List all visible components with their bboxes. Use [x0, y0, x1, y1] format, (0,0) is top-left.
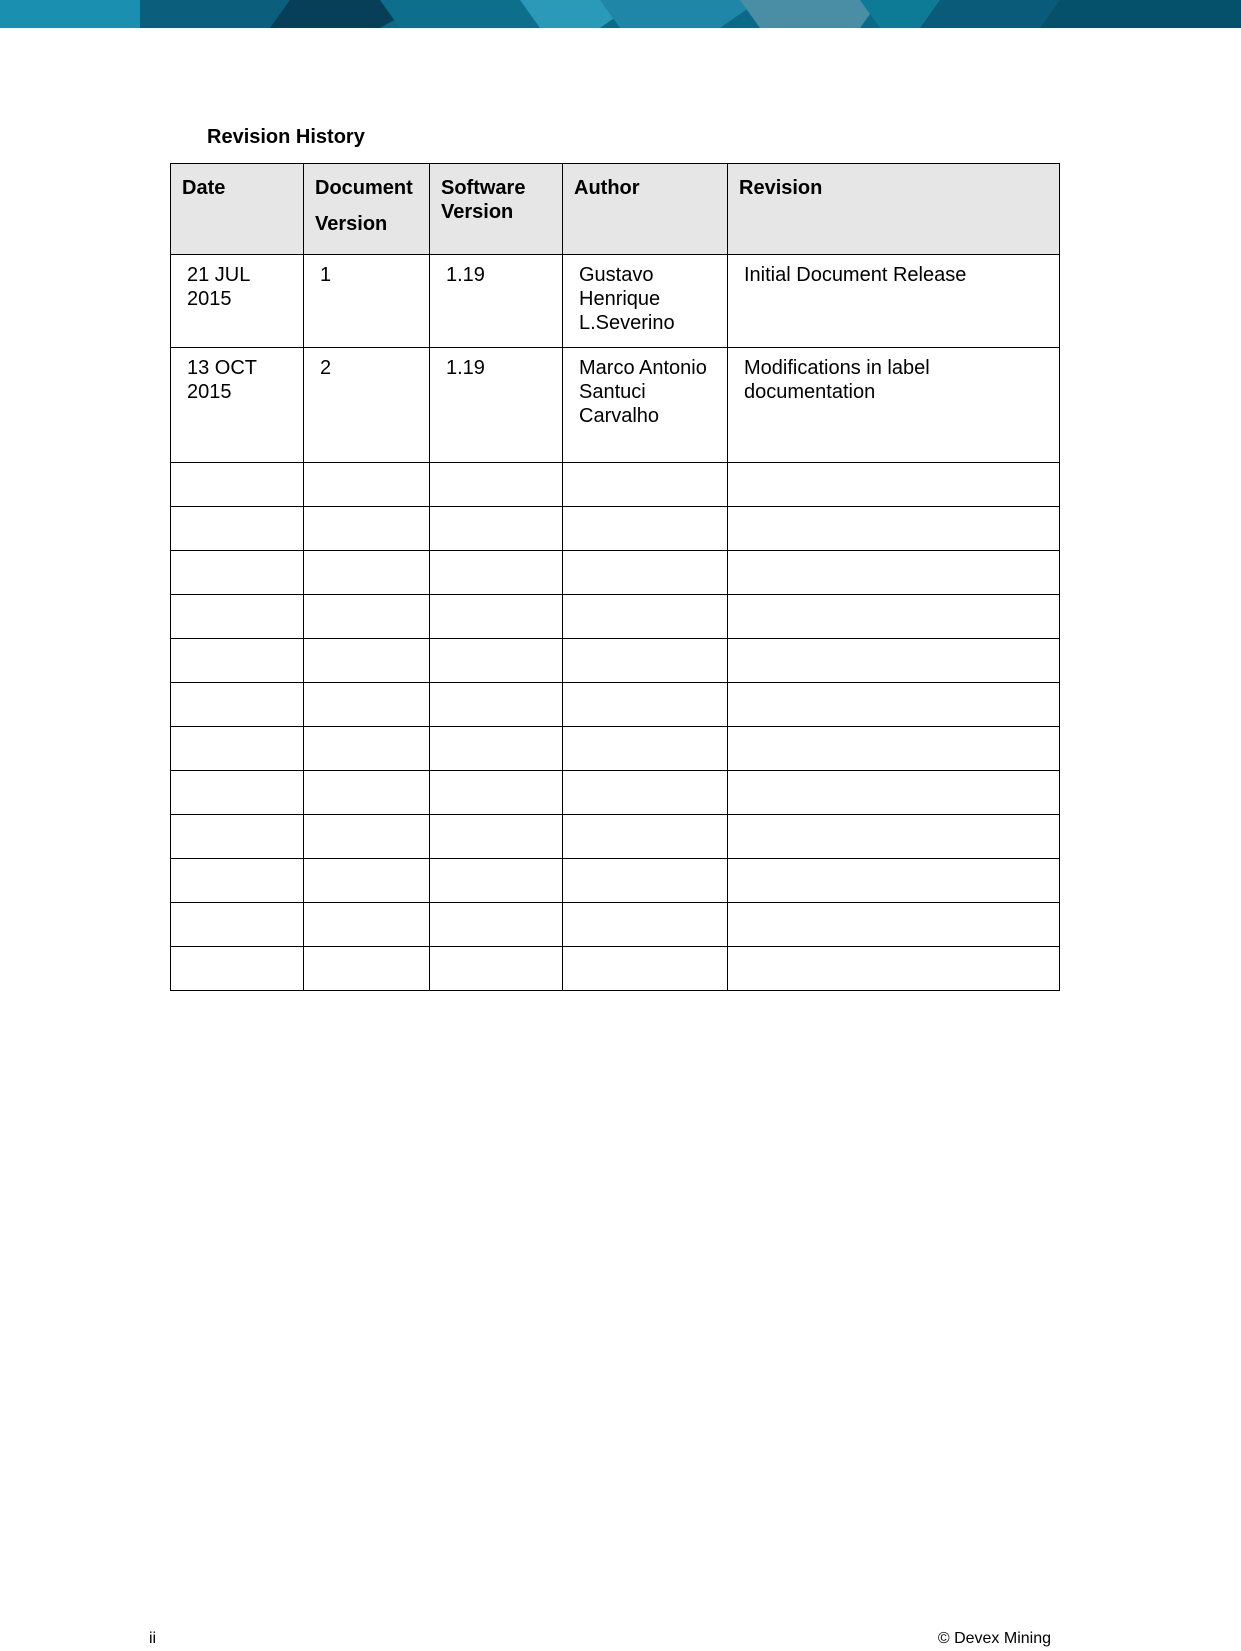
cell-revision: [728, 683, 1060, 727]
cell-software-version: 1.19: [430, 348, 563, 463]
cell-software-version: [430, 507, 563, 551]
cell-software-version: [430, 947, 563, 991]
cell-revision: [728, 551, 1060, 595]
cell-software-version: 1.19: [430, 255, 563, 348]
cell-revision: Modifications in label documentation: [728, 348, 1060, 463]
cell-date: [171, 639, 304, 683]
cell-document-version: [304, 771, 430, 815]
empty-rows-group: [171, 463, 1060, 991]
cell-software-version: [430, 463, 563, 507]
cell-author: [563, 639, 728, 683]
cell-author: [563, 463, 728, 507]
cell-date: [171, 727, 304, 771]
table-row-empty: [171, 639, 1060, 683]
cell-date: [171, 815, 304, 859]
table-row-empty: [171, 859, 1060, 903]
cell-revision: [728, 639, 1060, 683]
cell-document-version: [304, 595, 430, 639]
cell-date: [171, 595, 304, 639]
cell-revision: [728, 859, 1060, 903]
cell-author: Gustavo Henrique L.Severino: [563, 255, 728, 348]
cell-revision: [728, 463, 1060, 507]
cell-date: 13 OCT 2015: [171, 348, 304, 463]
cell-author: [563, 815, 728, 859]
cell-author: [563, 507, 728, 551]
cell-document-version: [304, 947, 430, 991]
cell-document-version: [304, 551, 430, 595]
cell-author: [563, 947, 728, 991]
header-banner: [0, 0, 1241, 28]
cell-date: [171, 771, 304, 815]
cell-revision: [728, 507, 1060, 551]
cell-date: [171, 507, 304, 551]
cell-software-version: [430, 551, 563, 595]
cell-document-version: [304, 463, 430, 507]
cell-software-version: [430, 639, 563, 683]
cell-software-version: [430, 727, 563, 771]
column-header-revision: Revision: [728, 164, 1060, 255]
cell-document-version: [304, 727, 430, 771]
cell-revision: [728, 727, 1060, 771]
cell-author: [563, 859, 728, 903]
cell-software-version: [430, 683, 563, 727]
cell-document-version: [304, 683, 430, 727]
cell-revision: [728, 771, 1060, 815]
column-header-author: Author: [563, 164, 728, 255]
table-row: [171, 348, 1060, 463]
cell-author: [563, 727, 728, 771]
column-header-date: Date: [171, 164, 304, 255]
table-row-empty: [171, 947, 1060, 991]
table-row-empty: [171, 463, 1060, 507]
cell-author: [563, 771, 728, 815]
cell-document-version: 2: [304, 348, 430, 463]
cell-revision: [728, 947, 1060, 991]
table-row-empty: [171, 903, 1060, 947]
table-row-empty: [171, 507, 1060, 551]
cell-author: [563, 683, 728, 727]
table-header-row: [171, 164, 1060, 255]
cell-revision: [728, 595, 1060, 639]
cell-document-version: 1: [304, 255, 430, 348]
copyright-notice: © Devex Mining: [937, 1630, 1051, 1647]
column-header-document-version: Document Version: [304, 164, 430, 255]
cell-document-version: [304, 903, 430, 947]
cell-author: [563, 595, 728, 639]
table-row-empty: [171, 771, 1060, 815]
table-row: [171, 255, 1060, 348]
section-title: Revision History: [207, 126, 365, 148]
cell-document-version: [304, 507, 430, 551]
page-number: ii: [149, 1630, 157, 1647]
cell-document-version: [304, 639, 430, 683]
cell-software-version: [430, 771, 563, 815]
cell-software-version: [430, 815, 563, 859]
cell-date: [171, 947, 304, 991]
table-row-empty: [171, 595, 1060, 639]
cell-software-version: [430, 595, 563, 639]
header-banner-graphic: [0, 0, 1241, 28]
cell-revision: Initial Document Release: [728, 255, 1060, 348]
cell-author: [563, 551, 728, 595]
revision-history-table: [170, 163, 1060, 991]
cell-software-version: [430, 903, 563, 947]
table-row-empty: [171, 551, 1060, 595]
table-row-empty: [171, 683, 1060, 727]
cell-date: [171, 551, 304, 595]
cell-revision: [728, 815, 1060, 859]
cell-date: [171, 683, 304, 727]
column-header-software-version: Software Version: [430, 164, 563, 255]
cell-software-version: [430, 859, 563, 903]
cell-date: [171, 463, 304, 507]
cell-date: [171, 903, 304, 947]
cell-author: Marco Antonio Santuci Carvalho: [563, 348, 728, 463]
cell-author: [563, 903, 728, 947]
cell-document-version: [304, 859, 430, 903]
table-row-empty: [171, 815, 1060, 859]
table-row-empty: [171, 727, 1060, 771]
cell-revision: [728, 903, 1060, 947]
cell-document-version: [304, 815, 430, 859]
cell-date: 21 JUL 2015: [171, 255, 304, 348]
cell-date: [171, 859, 304, 903]
